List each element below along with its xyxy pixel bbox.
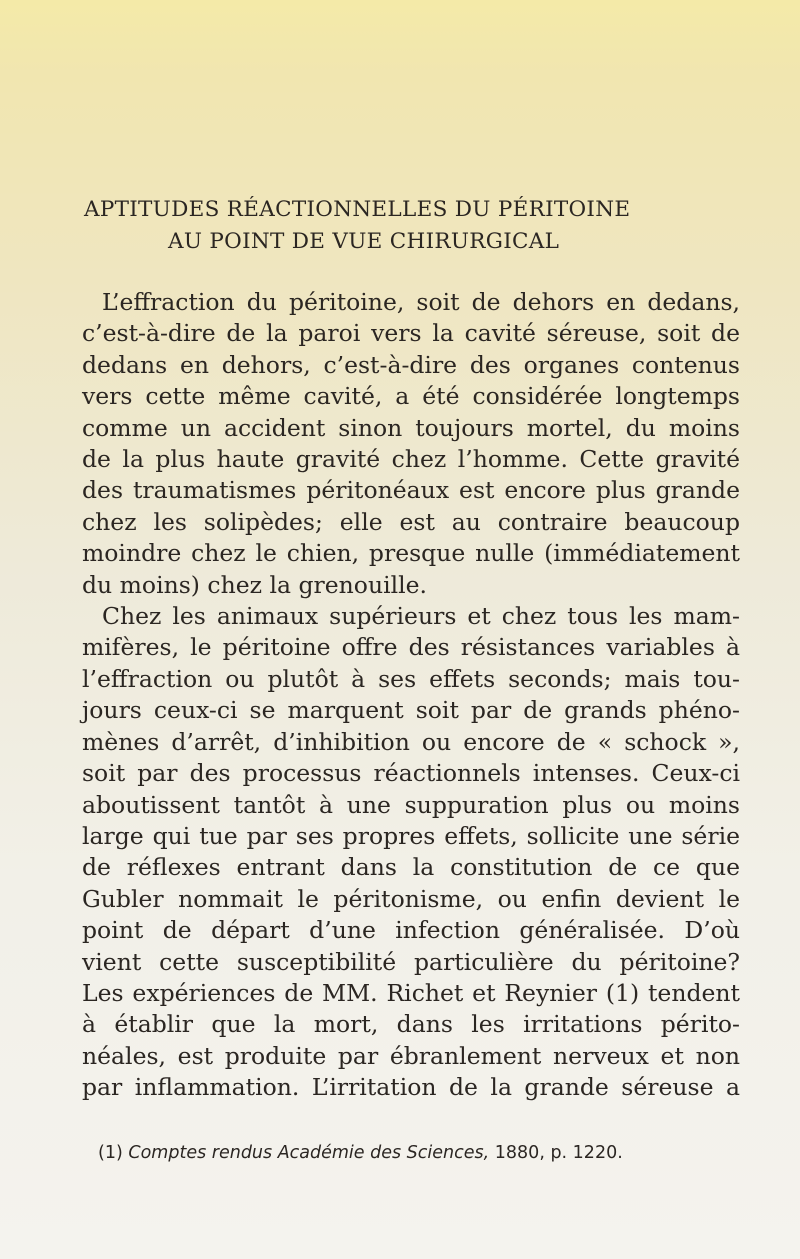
text-line: du moins) chez la grenouille. xyxy=(82,570,428,599)
text-line: Les expériences de MM. Richet et Reynier (1) tendent xyxy=(82,978,740,1007)
footnote-source: Comptes rendus Académie des Sciences, xyxy=(128,1143,490,1163)
text-line: néales, est produite par ébranlement nerveux et non xyxy=(82,1041,740,1070)
paragraph xyxy=(82,287,740,601)
text-line: Gubler nommait le péritonisme, ou enfin devient le xyxy=(82,884,740,913)
text-line: soit par des processus réactionnels intenses. Ceux-ci xyxy=(82,759,740,788)
text-line: jours ceux-ci se marquent soit par de grands phéno- xyxy=(82,696,740,725)
text-line: mènes d’arrêt, d’inhibition ou encore de « schock », xyxy=(82,727,740,756)
text-line: L’effraction du péritoine, soit de dehors en dedans, xyxy=(102,288,740,316)
text-line: des traumatismes péritonéaux est encore plus grande xyxy=(82,476,740,505)
text-line: aboutissent tantôt à une suppuration plus ou moins xyxy=(82,790,740,819)
text-line: vers cette même cavité, a été considérée longtemps xyxy=(82,382,740,411)
chapter-subtitle: AU POINT DE VUE CHIRURGICAL xyxy=(168,229,560,254)
text-line: vient cette susceptibilité particulière du péritoine? xyxy=(82,947,740,976)
text-line: point de départ d’une infection généralisée. D’où xyxy=(82,916,740,945)
paragraph xyxy=(82,601,740,1104)
text-line: dedans en dehors, c’est-à-dire des organes contenus xyxy=(82,350,740,379)
text-line: large qui tue par ses propres effets, sollicite une série xyxy=(82,821,740,850)
footnote-marker: (1) xyxy=(98,1143,123,1163)
footnote-details: 1880, p. 1220. xyxy=(494,1143,623,1163)
body-text xyxy=(82,287,740,1104)
text-line: mifères, le péritoine offre des résistances variables à xyxy=(82,633,740,662)
text-line: de réflexes entrant dans la constitution de ce que xyxy=(82,853,740,882)
text-line: l’effraction ou plutôt à ses effets seconds; mais tou- xyxy=(82,664,740,693)
text-line: moindre chez le chien, presque nulle (immédiatement xyxy=(82,539,740,568)
text-line: chez les solipèdes; elle est au contraire beaucoup xyxy=(82,507,740,536)
text-line: par inflammation. L’irritation de la grande séreuse a xyxy=(82,1073,740,1102)
chapter-title: APTITUDES RÉACTIONNELLES DU PÉRITOINE xyxy=(84,197,631,222)
text-line: comme un accident sinon toujours mortel, du moins xyxy=(82,413,740,442)
footnote xyxy=(98,1141,623,1165)
text-line: de la plus haute gravité chez l’homme. Cette gravité xyxy=(82,445,740,474)
text-line: Chez les animaux supérieurs et chez tous les mam- xyxy=(102,602,740,631)
text-line: à établir que la mort, dans les irritations périto- xyxy=(82,1010,740,1039)
text-line: c’est-à-dire de la paroi vers la cavité séreuse, soit de xyxy=(82,319,740,348)
